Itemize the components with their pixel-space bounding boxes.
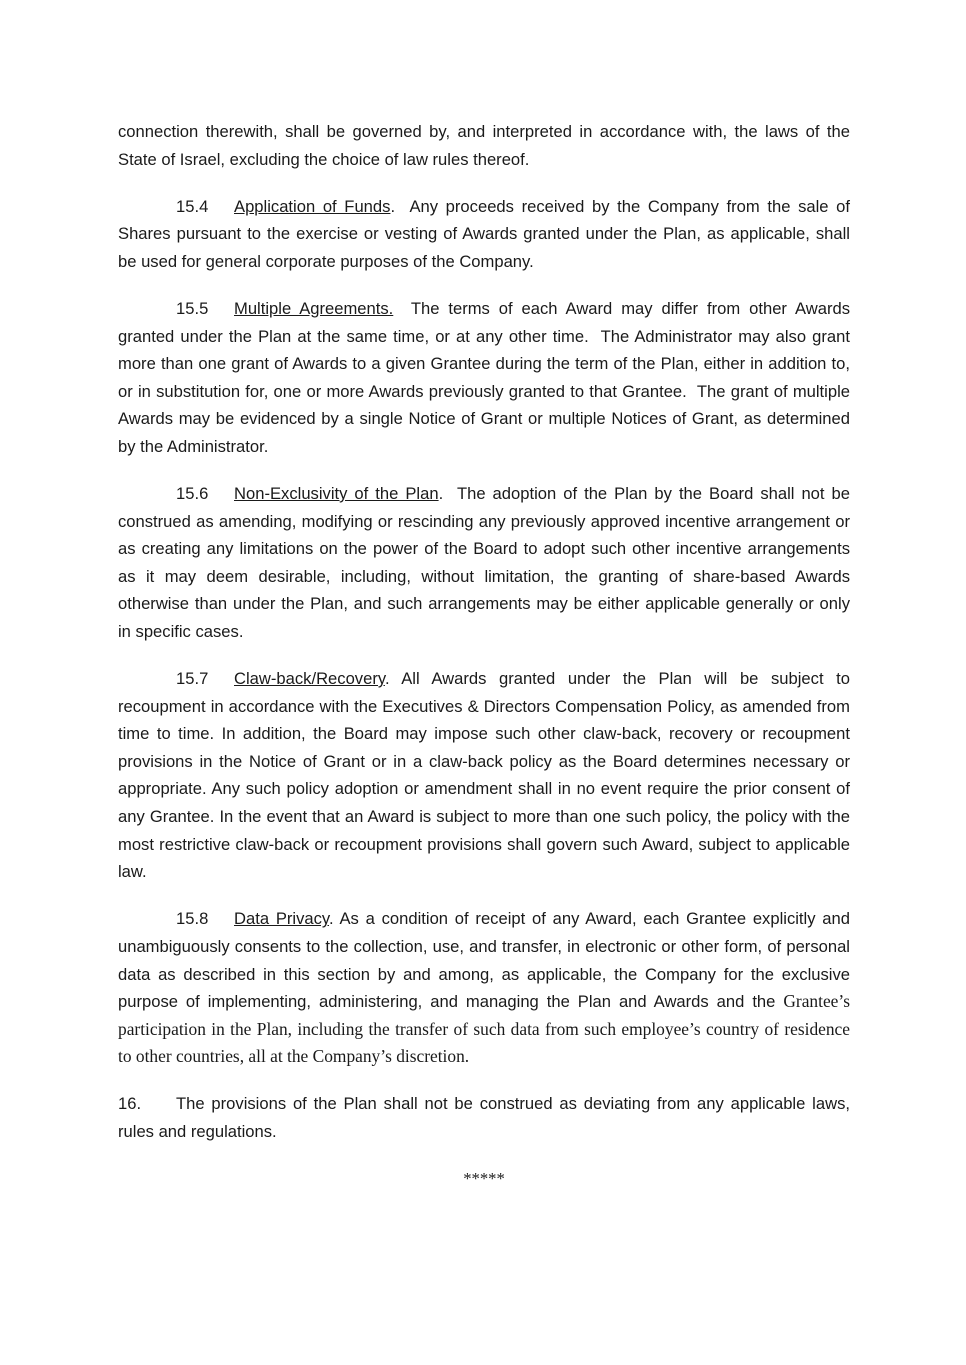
section-body: All Awards granted under the Plan will be subject to recoupment in accordance with the Executives & Directors Compensation Policy, as amended from time to time. In addition, the Board may impose such other claw-back, recovery or recoupment provisions in the Notice of Grant or in a claw-back policy as the Board determines necessary or appropriate. Any such policy adoption or amendment shall in no event require the prior consent of any Grantee. In the event that an Award is subject to more than one such policy, the policy with the most restrictive claw-back or recoupment provisions shall govern such Award, subject to applicable law. [118,669,855,882]
section-15-5 [118,295,855,461]
section-body: Any proceeds received by the Company from the sale of Shares pursuant to the exercise or vesting of Awards granted under the Plan, as applicable, shall be used for general corporate purposes of the Company. [118,196,855,271]
section-heading: Claw-back/Recovery [234,669,385,689]
section-heading: Non-Exclusivity of the Plan [234,484,439,504]
intro-paragraph: connection therewith, shall be governed by, and interpreted in accordance with, the laws of the State of Israel, excluding the choice of law rules thereof. [118,122,850,169]
section-body-serif: Grantee’s participation in the Plan, including the transfer of such data from such employee’s country of residence to other countries, all at the Company’s discretion. [118,991,850,1067]
section-body: The adoption of the Plan by the Board shall not be construed as amending, modifying or rescinding any previously approved incentive arrangement or as creating any limitations on the power of the Board to adopt such other incentive arrangements as it may deem desirable, including, without limitation, the granting of share-based Awards otherwise than under the Plan, and such arrangements may be either applicable generally or only in specific cases. [118,484,855,641]
section-15-8: 15.8 Data Privacy. As a condition of receipt of any Award, each Grantee explicitly and unambiguously consents to the collection, use, and transfer, in electronic or other form, of personal data as described in this section by and among, as applicable, the Company for the exclusive purpose of implementing, administering, and managing the Plan and Awards and the Grantee’s participation in the Plan, including the transfer of such data from such employee’s country of residence to other countries, all at the Company’s discretion. [118,905,850,1071]
section-body: The terms of each Award may differ from other Awards granted under the Plan at the same time, or at any other time. The Administrator may also grant more than one grant of Awards to a given Grantee during the term of the Plan, either in addition to, or in substitution for, one or more Awards previously granted to that Grantee. The grant of multiple Awards may be evidenced by a single Notice of Grant or multiple Notices of Grant, as determined by the Administrator. [118,298,855,456]
section-15-7: 15.7 Claw-back/Recovery. All Awards granted under the Plan will be subject to recoupment in accordance with the Executives & Directors Compensation Policy, as amended from time to time. In addition, the Board may impose such other claw-back, recovery or recoupment provisions in the Notice of Grant or in a claw-back policy as the Board determines necessary or appropriate. Any such policy adoption or amendment shall in no event require the prior consent of any Grantee. In the event that an Award is subject to more than one such policy, the policy with the most restrictive claw-back or recoupment provisions shall govern such Award, subject to applicable law. [118,665,850,886]
section-number: 15.6 [176,484,209,504]
section-heading: Multiple Agreements. [234,298,394,318]
section-heading: Application of Funds [234,196,391,216]
end-mark: ***** [463,1169,505,1189]
section-body: The provisions of the Plan shall not be construed as deviating from any applicable laws, rules and regulations. [118,1094,850,1141]
section-15-4: 15.4 Application of Funds. Any proceeds received by the Company from the sale of Shares pursuant to the exercise or vesting of Awards granted under the Plan, as applicable, shall be used for general corporate purposes of the Company. [118,193,850,276]
section-number: 15.5 [176,298,209,318]
section-body: As a condition of receipt of any Award, each Grantee explicitly and unambiguously consents to the collection, use, and transfer, in electronic or other form, of personal data as described in this section by and among, as applicable, the Company for the exclusive purpose of implementing, administering, and managing the Plan and Awards and the [118,909,855,1012]
document-page [118,118,855,1193]
section-15-6: 15.6 Non-Exclusivity of the Plan. The adoption of the Plan by the Board shall not be construed as amending, modifying or rescinding any previously approved incentive arrangement or as creating any limitations on the power of the Board to adopt such other incentive arrangements as it may deem desirable, including, without limitation, the granting of share-based Awards otherwise than under the Plan, and such arrangements may be either applicable generally or only in specific cases. [118,480,850,646]
section-number: 16. [118,1094,142,1114]
section-number: 15.7 [176,669,209,689]
section-heading: Data Privacy [234,909,329,929]
section-number: 15.4 [176,196,209,216]
section-number: 15.8 [176,909,209,929]
section-16 [118,1090,850,1145]
